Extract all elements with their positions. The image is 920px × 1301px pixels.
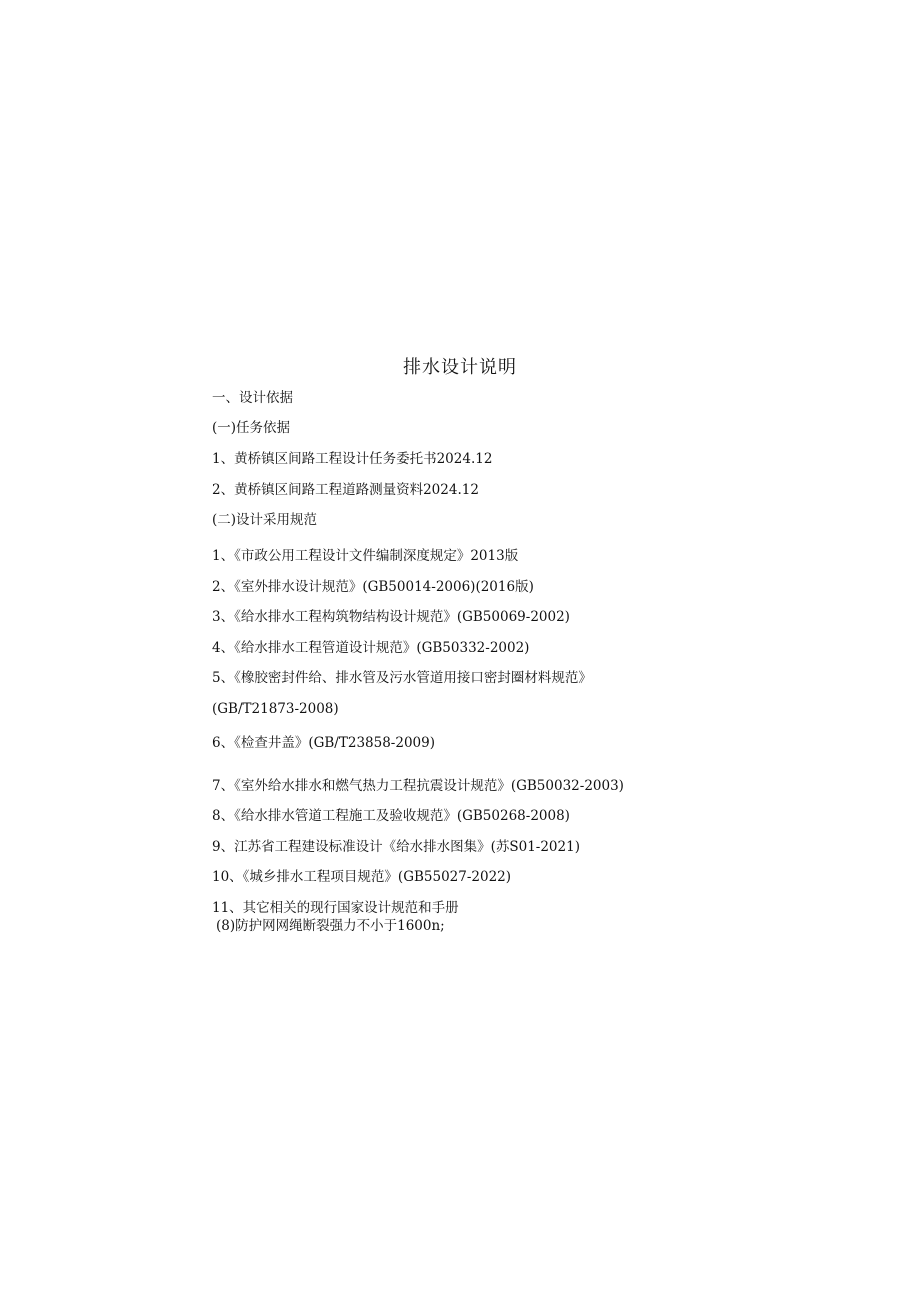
standard-item-3: 3、《给水排水工程构筑物结构设计规范》(GB50069-2002) — [212, 609, 570, 625]
section-heading-design-basis: 一、设计依据 — [212, 390, 293, 406]
standard-item-1: 1、《市政公用工程设计文件编制深度规定》2013版 — [212, 548, 519, 564]
document-title: 排水设计说明 — [403, 357, 517, 378]
standard-item-7: 7、《室外给水排水和燃气热力工程抗震设计规范》(GB50032-2003) — [212, 778, 624, 794]
subsection-heading-standards: (二)设计采用规范 — [212, 512, 318, 528]
standard-item-8: 8、《给水排水管道工程施工及验收规范》(GB50268-2008) — [212, 808, 570, 824]
standard-item-10: 10、《城乡排水工程项目规范》(GB55027-2022) — [212, 869, 512, 885]
standard-item-2: 2、《室外排水设计规范》(GB50014-2006)(2016版) — [212, 579, 534, 595]
standard-item-9: 9、江苏省工程建设标准设计《给水排水图集》(苏S01-2021) — [212, 839, 580, 855]
subsection-heading-task-basis: (一)任务依据 — [212, 420, 291, 436]
standard-item-6: 6、《检查井盖》(GB/T23858-2009) — [212, 735, 435, 751]
task-basis-item-2: 2、黄桥镇区间路工程道路测量资料2024.12 — [212, 482, 479, 498]
standard-item-5: 5、《橡胶密封件给、排水管及污水管道用接口密封圈材料规范》 — [212, 670, 592, 686]
task-basis-item-1: 1、黄桥镇区间路工程设计任务委托书2024.12 — [212, 451, 493, 467]
note-item-8: (8)防护网网绳断裂强力不小于1600n; — [216, 918, 445, 934]
standard-item-5-code: (GB/T21873-2008) — [212, 701, 339, 717]
standard-item-4: 4、《给水排水工程管道设计规范》(GB50332-2002) — [212, 640, 530, 656]
standard-item-11: 11、其它相关的现行国家设计规范和手册 — [212, 900, 459, 916]
